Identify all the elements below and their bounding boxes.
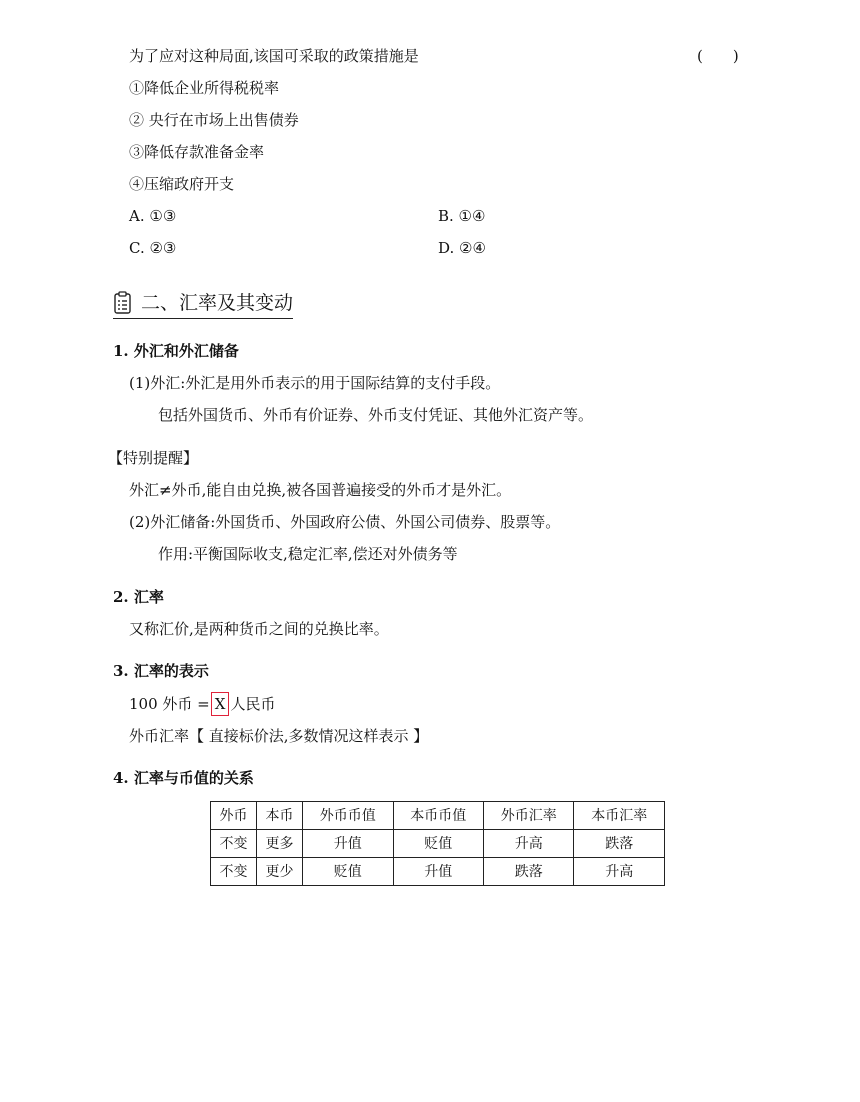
table-row xyxy=(211,830,665,858)
formula xyxy=(129,692,275,716)
option-4: ④压缩政府开支 xyxy=(129,175,235,193)
tip-label: 【特别提醒】 xyxy=(108,449,199,467)
table-cell: 升值 xyxy=(393,858,483,886)
table-header-cell: 外币 xyxy=(211,802,257,830)
table-cell: 升值 xyxy=(303,830,393,858)
answer-parentheses: ( ) xyxy=(697,47,739,65)
choice-b: B. ①④ xyxy=(438,207,486,225)
choice-a: A. ①③ xyxy=(129,207,177,225)
table-cell: 不变 xyxy=(211,830,257,858)
s1-heading: 1. 外汇和外汇储备 xyxy=(113,342,239,360)
s1-p3: (2)外汇储备:外国货币、外国政府公债、外国公司债券、股票等。 xyxy=(129,513,561,531)
table-row xyxy=(211,858,665,886)
table-cell: 跌落 xyxy=(484,858,574,886)
table-cell: 更少 xyxy=(257,858,303,886)
option-2: ② 央行在市场上出售债券 xyxy=(129,111,299,129)
s1-p4: 作用:平衡国际收支,稳定汇率,偿还对外债务等 xyxy=(158,545,458,563)
table-header-cell: 本币汇率 xyxy=(574,802,665,830)
option-1: ①降低企业所得税税率 xyxy=(129,79,280,97)
table-cell: 不变 xyxy=(211,858,257,886)
formula-right: 人民币 xyxy=(230,695,276,713)
choice-d: D. ②④ xyxy=(438,239,486,257)
table-header-cell: 本币 xyxy=(257,802,303,830)
clipboard-icon xyxy=(113,291,133,315)
table-header-cell: 外币币值 xyxy=(303,802,393,830)
formula-left: 100 外币 = xyxy=(129,695,210,713)
table-cell: 更多 xyxy=(257,830,303,858)
s1-p2: 包括外国货币、外币有价证券、外币支付凭证、其他外汇资产等。 xyxy=(158,406,594,424)
table-cell: 跌落 xyxy=(574,830,665,858)
table-cell: 升高 xyxy=(484,830,574,858)
formula-x-box: X xyxy=(211,692,230,716)
section-underline xyxy=(113,318,293,319)
s3-note: 外币汇率【 直接标价法,多数情况这样表示 】 xyxy=(129,727,429,745)
option-3: ③降低存款准备金率 xyxy=(129,143,265,161)
table-header-cell: 本币币值 xyxy=(393,802,483,830)
table-header-cell: 外币汇率 xyxy=(484,802,574,830)
s3-heading: 3. 汇率的表示 xyxy=(113,662,209,680)
section-title: 二、汇率及其变动 xyxy=(141,292,294,314)
table-header-row xyxy=(211,802,665,830)
rate-value-table xyxy=(210,801,665,886)
table-cell: 贬值 xyxy=(393,830,483,858)
s1-p1: (1)外汇:外汇是用外币表示的用于国际结算的支付手段。 xyxy=(129,374,501,392)
s2-p1: 又称汇价,是两种货币之间的兑换比率。 xyxy=(129,620,389,638)
s2-heading: 2. 汇率 xyxy=(113,588,164,606)
s4-heading: 4. 汇率与币值的关系 xyxy=(113,769,254,787)
table-cell: 升高 xyxy=(574,858,665,886)
question-stem: 为了应对这种局面,该国可采取的政策措施是 xyxy=(129,47,419,65)
choice-c: C. ②③ xyxy=(129,239,177,257)
tip-text: 外汇≠外币,能自由兑换,被各国普遍接受的外币才是外汇。 xyxy=(129,481,512,499)
table-cell: 贬值 xyxy=(303,858,393,886)
